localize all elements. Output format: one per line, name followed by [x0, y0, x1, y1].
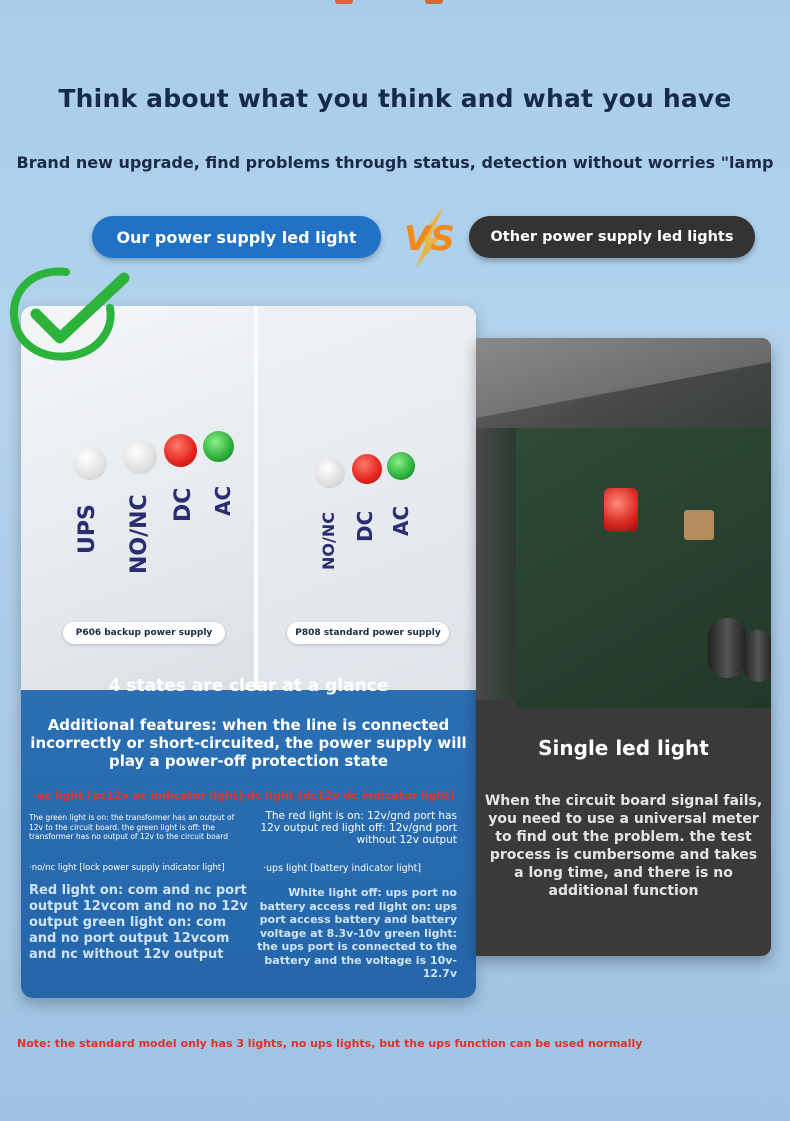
led-red-dc [352, 454, 382, 484]
led-label: DC [171, 487, 196, 522]
led-white-nonc [123, 440, 157, 474]
dc-light-text: The red light is on: 12v/gnd port has 12v output red light off: 12v/gnd port without 12v output [260, 810, 457, 846]
svg-text:VS: VS [404, 219, 455, 259]
led-green-ac [203, 431, 234, 462]
vs-lightning-icon [400, 204, 460, 270]
p808-caption: P808 standard power supply [287, 622, 449, 644]
led-green-ac [387, 452, 415, 480]
led-label: AC [211, 485, 235, 516]
led-white-ups [73, 446, 107, 480]
single-led-text: When the circuit board signal fails, you need to use a universal meter to find out the problem. the test process is cumbersome and takes a long time, and there is no additional function [484, 793, 763, 899]
other-led-pill: Other power supply led lights [469, 216, 755, 258]
additional-features: Additional features: when the line is connected incorrectly or short-circuited, the power supply will play a power-off protection state [30, 716, 467, 770]
red-led [604, 488, 638, 532]
ac-light-heading: ·ac light [ac12v ac indicator light] [33, 789, 244, 802]
led-label: AC [389, 505, 413, 536]
led-label: UPS [75, 504, 100, 554]
dc-light-heading: ·dc light [dc12v dc indicator light] [243, 789, 455, 802]
ups-light-text: White light off: ups port no battery access red light on: ups port access battery and battery voltage at 8.3v-10v green light: the ups port is connected to the battery and the voltage is 10v-12.7v [257, 886, 457, 980]
ups-light-heading: ·ups light [battery indicator light] [263, 863, 422, 874]
led-label: NO/NC [127, 494, 152, 574]
nonc-light-heading: ·no/nc light [lock power supply indicator light] [29, 863, 225, 873]
single-led-title: Single led light [538, 736, 709, 760]
other-product-card [476, 338, 771, 956]
checkmark-icon [6, 264, 130, 364]
led-label: NO/NC [319, 512, 338, 570]
page-title: Think about what you think and what you have [58, 84, 732, 113]
led-label: DC [353, 510, 377, 542]
led-red-dc [164, 434, 197, 467]
states-heading: 4 states are clear at a glance [108, 676, 389, 696]
single-led-board-photo [476, 338, 771, 700]
our-product-card [21, 306, 476, 998]
ac-light-text: The green light is on: the transformer has an output of 12v to the circuit board. the green light is off: the transformer has no output of 12v to the circuit board [29, 813, 235, 841]
footnote: Note: the standard model only has 3 lights, no ups lights, but the ups function can be used normally [17, 1037, 643, 1050]
top-decoration [335, 0, 353, 4]
nonc-light-text: Red light on: com and nc port output 12vcom and no no 12v output green light on: com and no port output 12vcom and nc without 12v output [29, 883, 248, 962]
p606-caption: P606 backup power supply [63, 622, 225, 644]
page-subtitle: Brand new upgrade, find problems through status, detection without worries "lamp [16, 153, 774, 172]
our-led-pill: Our power supply led light [92, 216, 381, 258]
top-decoration [425, 0, 443, 4]
led-white-nonc [315, 458, 345, 488]
